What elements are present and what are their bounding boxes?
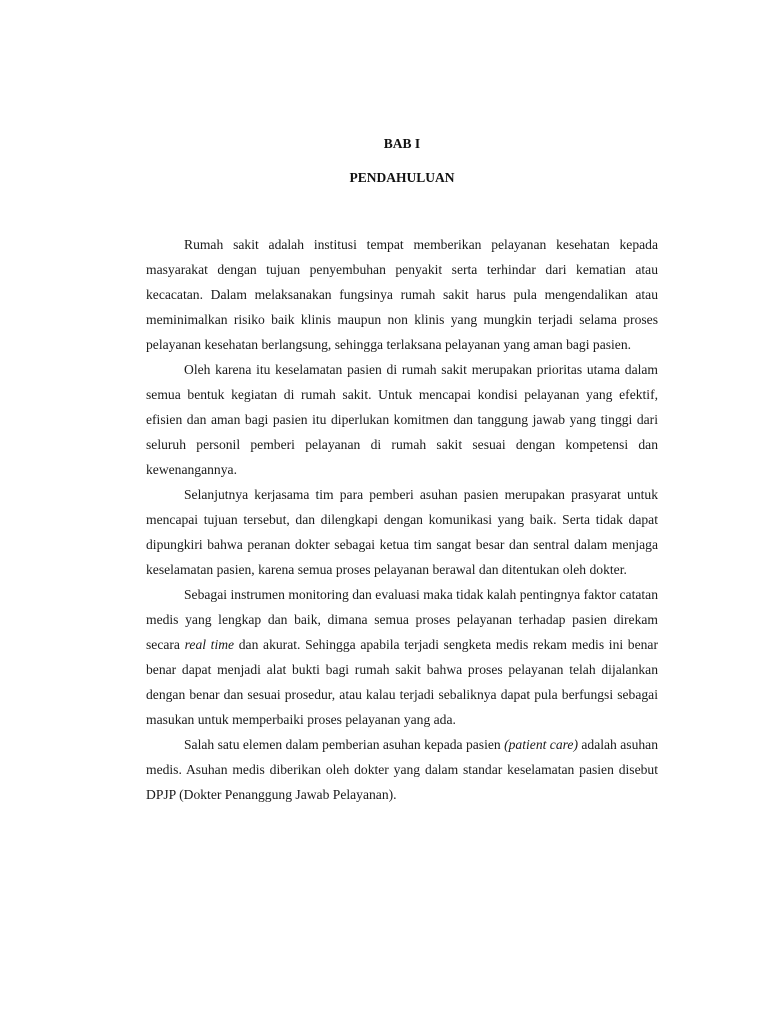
paragraph-5 [146, 732, 658, 807]
paragraph-5-italic-term: (patient care) [504, 737, 578, 752]
paragraph-4-text-end: dan akurat. Sehingga apabila terjadi sengketa medis rekam medis ini benar benar dapat menjadi alat bukti bagi rumah sakit bahwa proses pelayanan telah dijalankan dengan benar dan sesuai prosedur, atau kalau terjadi sebaliknya dapat pula berfungsi sebagai masukan untuk memperbaiki proses pelayanan yang ada. [146, 637, 658, 727]
paragraph-4 [146, 582, 658, 732]
paragraph-4-italic-term: real time [184, 637, 235, 652]
paragraph-4-text-start: Sebagai instrumen monitoring dan evaluasi maka tidak kalah pentingnya faktor catatan medis yang lengkap dan baik, dimana semua proses pelayanan terhadap pasien direkam secara [146, 587, 658, 652]
chapter-title: PENDAHULUAN [349, 170, 455, 185]
paragraph-1: Rumah sakit adalah institusi tempat memberikan pelayanan kesehatan kepada masyarakat dengan tujuan penyembuhan penyakit serta terhindar dari kematian atau kecacatan. Dalam melaksanakan fungsinya rumah sakit harus pula mengendalikan atau meminimalkan risiko baik klinis maupun non klinis yang mungkin terjadi selama proses pelayanan kesehatan berlangsung, sehingga terlaksana pelayanan yang aman bagi pasien. [146, 237, 658, 352]
paragraph-3: Selanjutnya kerjasama tim para pemberi asuhan pasien merupakan prasyarat untuk mencapai tujuan tersebut, dan dilengkapi dengan komunikasi yang baik. Serta tidak dapat dipungkiri bahwa peranan dokter sebagai ketua tim sangat besar dan sentral dalam menjaga keselamatan pasien, karena semua proses pelayanan berawal dan ditentukan oleh dokter. [146, 487, 658, 577]
paragraph-5-text-start: Salah satu elemen dalam pemberian asuhan kepada pasien [184, 737, 505, 752]
paragraph-2: Oleh karena itu keselamatan pasien di rumah sakit merupakan prioritas utama dalam semua bentuk kegiatan di rumah sakit. Untuk mencapai kondisi pelayanan yang efektif, efisien dan aman bagi pasien itu diperlukan komitmen dan tanggung jawab yang tinggi dari seluruh personil pemberi pelayanan di rumah sakit sesuai dengan kompetensi dan kewenangannya. [146, 362, 658, 477]
paragraph-5-text-end: adalah asuhan medis. Asuhan medis diberikan oleh dokter yang dalam standar keselamatan pasien disebut DPJP (Dokter Penanggung Jawab Pelayanan). [146, 737, 658, 802]
chapter-number: BAB I [383, 136, 421, 151]
document-body [146, 232, 658, 807]
